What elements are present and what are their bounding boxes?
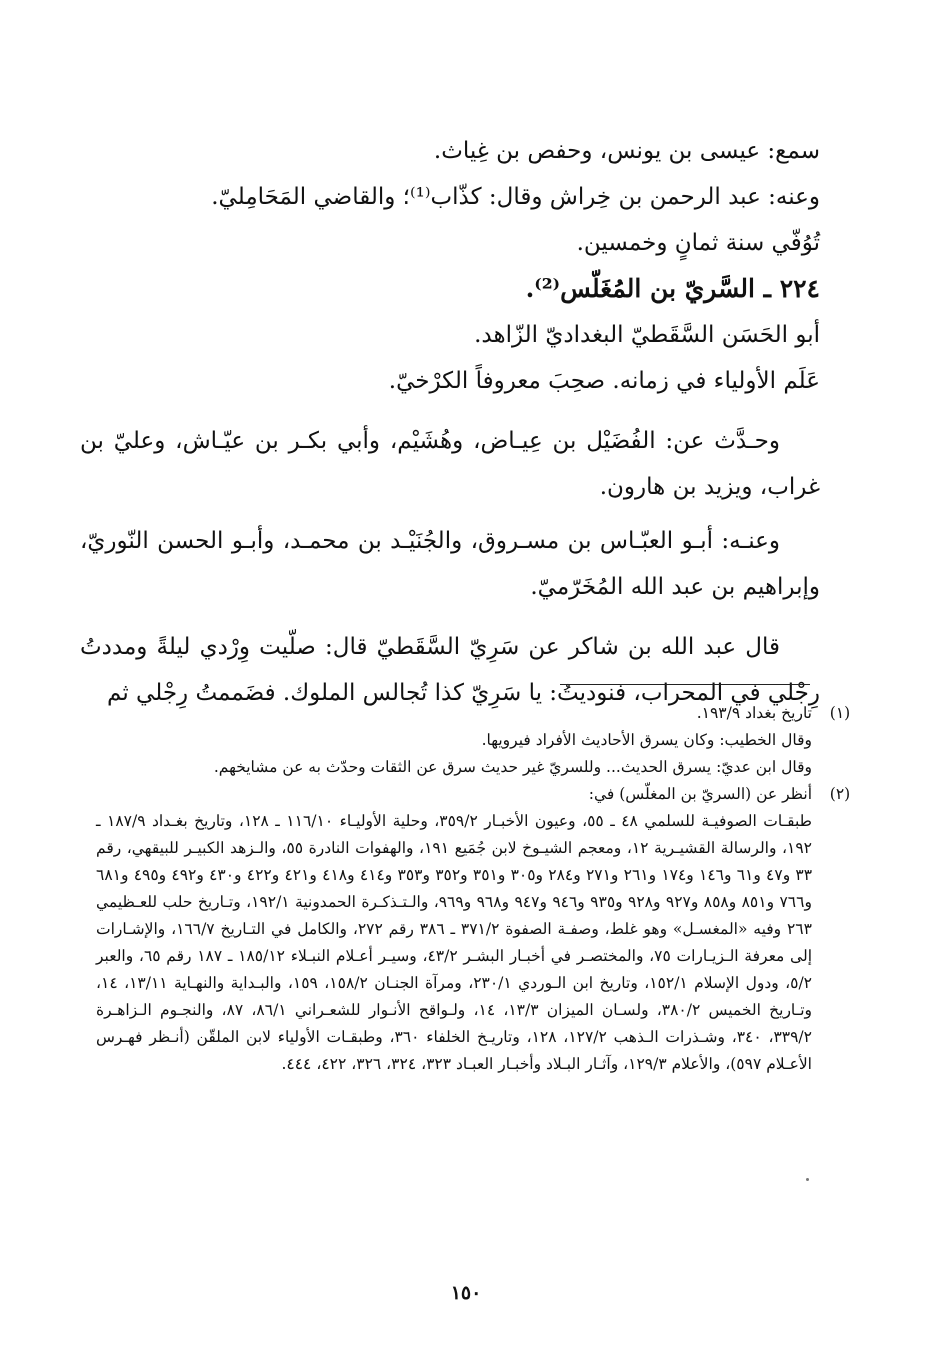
footnote-line: أنظر عن (السريّ بن المغلّس) في: xyxy=(588,785,812,803)
footnote-line: وقال الخطيب: وكان يسرق الأحاديث الأفراد فيرويها. xyxy=(481,731,812,749)
footnote-line: وقال ابن عديّ: يسرق الحديث... وللسريّ غير حديث سرق عن الثقات وحدّث به عن مشايخهم. xyxy=(213,758,812,776)
text-line: وعنه: عبد الرحمن بن خِراش وقال: كذّاب⁽¹⁾؛ والقاضي المَحَامِليّ. xyxy=(211,184,820,210)
footnote-line: طبقـات الصوفيـة للسلمي ٤٨ ـ ٥٥، وعيون الأخبـار ٣٥٩/٢، وحلية الأوليـاء ١١٦/١٠ ـ ١٢٨، وتاريخ بغـداد ١٨٧/٩ ـ ١٩٢، والرسالة القشيـرية ١٢، ومعجم الشيـوخ لابن جُمَيع ١٩١، والهفوات النادرة ٥٥، والـزهد الكبيـر للبيقهي، رقم ٣٣ و٤٧ و٦١ و١٤٦ و١٧٤ و٢٦١ و٢٧١ و٢٨٤ و٣٠٥ و٣٥١ و٣٥٢ و٣٥٣ و٤١٤ و٤١٨ و٤٢١ و٤٢٢ و٤٣٠ و٤٩٢ و٤٩٥ و٦٨١ و٧٦٦ و٨٥١ و٨٥٨ و٩٢٧ و٩٢٨ و٩٣٥ و٩٤٦ و٩٤٧ و٩٦٨ و٩٦٩، والـتـذكـرة الحمدونية ١٩٢/١، وتـاريخ حلب للعـظيمي ٢٦٣ وفيه «المغسـل» وهو غلط، وصفـة الصفوة ٣٧١/٢ ـ ٣٨٦ رقم ٢٧٢، والكامل في التـاريخ ١٦٦/٧، والإشـارات إلى معرفة الـزيـارات ٧٥، والمختصـر في أخبـار البشـر ٤٣/٢، وسيـر أعـلام النبـلاء ١٨٥/١٢ ـ ١٨٧ رقم ٦٥، والعبر ٥/٢، ودول الإسلام ١٥٢/١، وتاريخ ابن الـوردي ٢٣٠/١، ومرآة الجنـان ١٥٨/٢، ١٥٩، والبـداية والنهـاية ١٣/١١، ١٤، وتـاريخ الخميس ٣٨٠/٢، ولسـان الميزان ١٣/٣، ١٤، ولـواقح الأنـوار للشعـراني ٨٦/١، ٨٧، والنجـوم الـزاهـرة ٣٣٩/٢، ٣٤٠، وشـذرات الـذهب ١٢٧/٢، ١٢٨، وتاريـخ الخلفاء ٣٦٠، وطبقـات الأولياء لابن الملقّن (أنـظر فهـرس الأعـلام ٥٩٧)، والأعلام ١٢٩/٣، وآثـار البـلاد وأخبـار العبـاد ٣٢٣، ٣٢٤، ٣٢٦، ٤٢٢، ٤٤٤. xyxy=(96,812,813,1073)
text-line: تُوُفّي سنة ثمانٍ وخمسين. xyxy=(576,230,820,256)
footnote-1 xyxy=(96,700,851,781)
paragraph-narrated-from: وحـدَّث عن: الفُضَيْل بن عِيـاض، وهُشَيْم، وأبي بكـر بن عيّـاش، وعليّ بن غراب، ويزيد بن هارون. xyxy=(80,428,820,500)
footnote-2 xyxy=(96,781,851,1078)
footnote-divider xyxy=(560,684,810,685)
scan-speck xyxy=(806,1178,809,1181)
main-text xyxy=(80,128,820,716)
paragraph-narrated-by: وعنـه: أبـو العبّـاس بن مسـروق، والجُنَيْـد بن محمـد، وأبـو الحسن النّوريّ، وإبراهيم بن عبد الله المُخَرّميّ. xyxy=(80,528,820,600)
page-number: ١٥٠ xyxy=(450,1282,482,1304)
paragraph-anecdote: قال عبد الله بن شاكر عن سَرِيّ السَّقَطيّ قال: صلّيت وِرْدي ليلةً ومددتُ رِجْلي في المحراب، فنوديتُ: يا سَرِيّ كذا تُجالس الملوك. فضَممتُ رِجْلي ثم xyxy=(80,634,820,706)
footnotes xyxy=(96,700,851,1078)
footnote-number: (٢) xyxy=(829,785,851,803)
intro-line: أبو الحَسَن السَّقَطيّ البغداديّ الزّاهد. xyxy=(474,322,820,348)
footnote-line: تاريخ بغداد ١٩٣/٩. xyxy=(696,704,812,722)
text-line: سمع: عيسى بن يونس، وحفص بن غِياث. xyxy=(433,138,820,164)
entry-title: ٢٢٤ ـ السَّريّ بن المُغَلّس⁽²⁾. xyxy=(525,274,820,303)
footnote-number: (١) xyxy=(829,704,851,722)
intro-line: عَلَم الأولياء في زمانه. صحِبَ معروفاً الكرْخيّ. xyxy=(388,368,820,394)
